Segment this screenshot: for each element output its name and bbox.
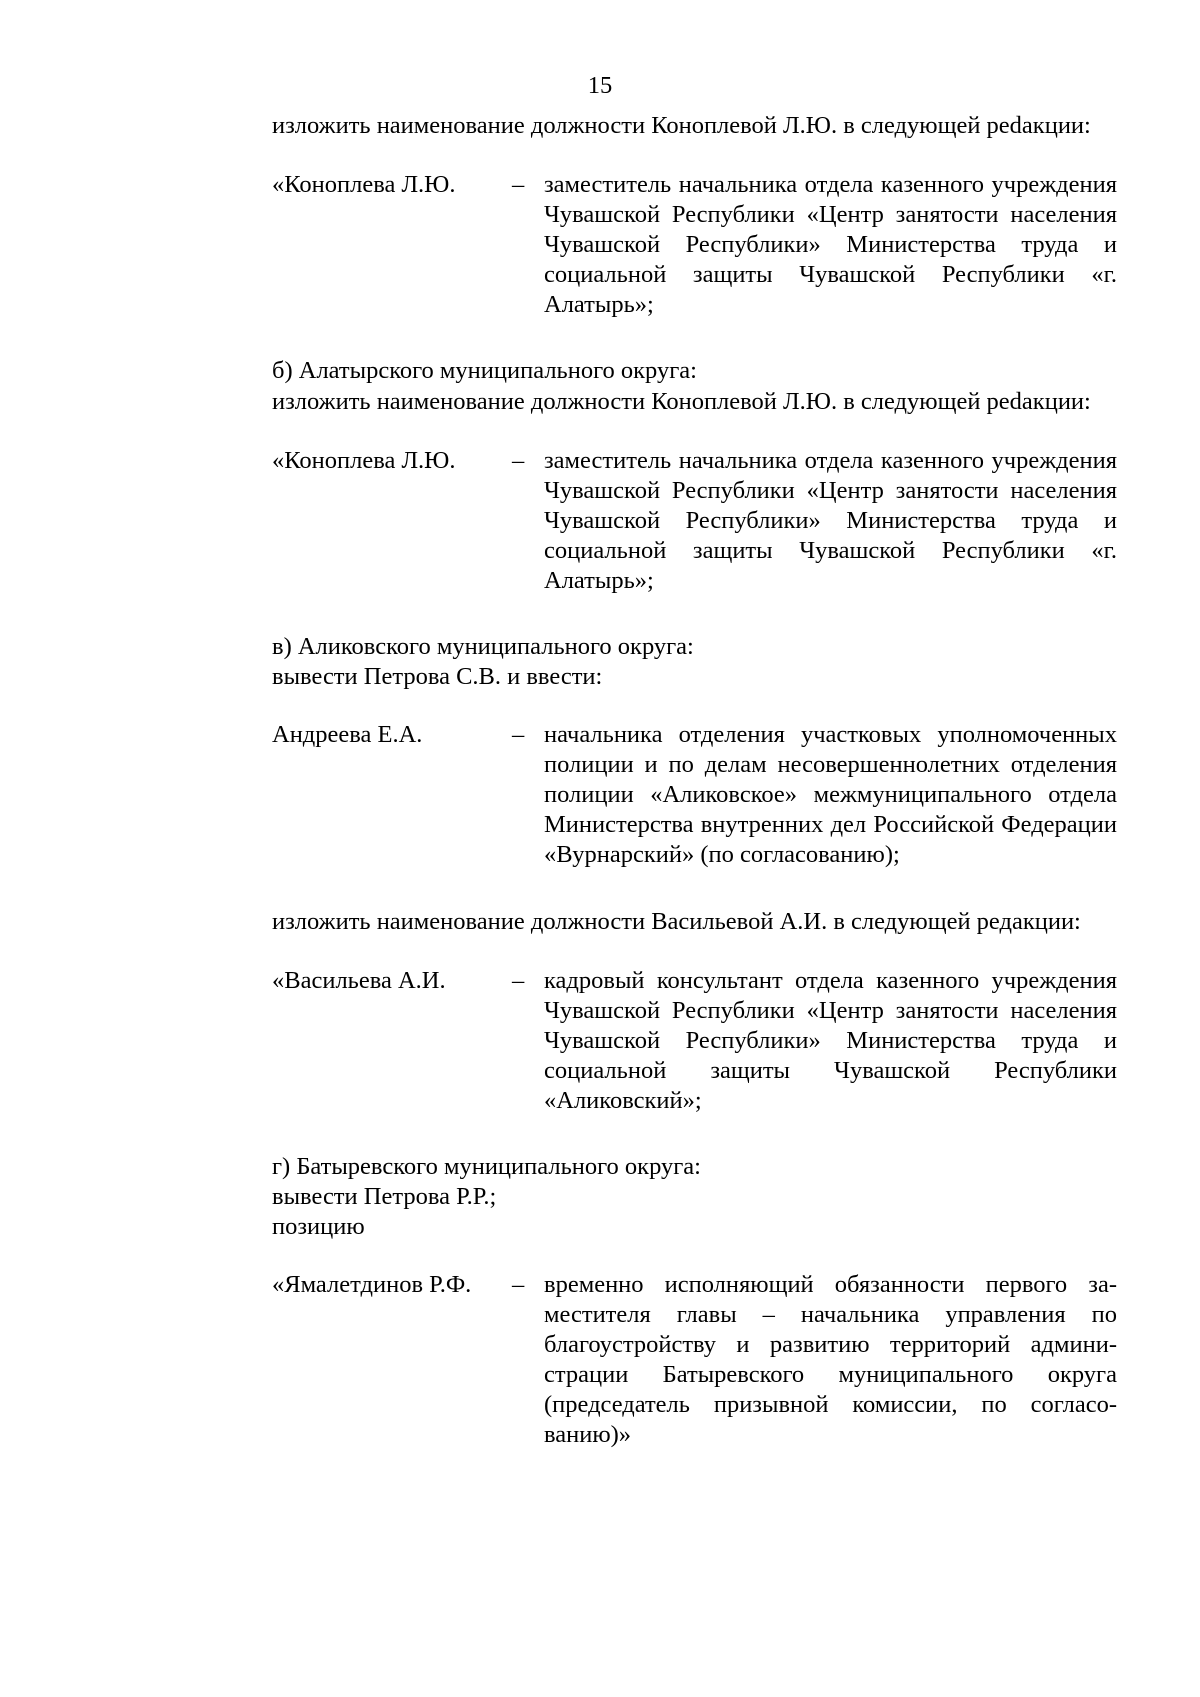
- instruction-position: позицию: [272, 1213, 365, 1240]
- entry-name: «Ямалетдинов Р.Ф.: [272, 1271, 472, 1298]
- entry-dash: –: [512, 1271, 525, 1298]
- page-number: 15: [587, 72, 613, 99]
- entry-name: Андреева Е.А.: [272, 721, 423, 748]
- entry-name: «Коноплева Л.Ю.: [272, 447, 456, 474]
- section-heading-batyrevo: г) Батыревского муниципального округа:: [272, 1153, 701, 1180]
- entry-andreeva: [272, 720, 1117, 870]
- paragraph-rename-konopleva: изложить наименование должности Коноплевой Л.Ю. в следующей реdакции:: [272, 112, 1091, 139]
- entry-description: временно исполняющий обязанности первого заместителя главы – начальника управления по благоустройству и развитию территорий администрации Батыревского муниципального округа (председатель призывной комиссии, по согласованию)»: [544, 1271, 1117, 1448]
- document-body: [188, 110, 1117, 1450]
- entry-name: «Васильева А.И.: [272, 967, 446, 994]
- instruction-remove-petrov-rr: вывести Петрова Р.Р.;: [272, 1183, 497, 1210]
- entry-konopleva: [272, 170, 1117, 320]
- section-heading-alikovo: в) Аликовского муниципального округа:: [272, 633, 694, 660]
- entry-vasilieva: [272, 966, 1117, 1116]
- entry-dash: –: [512, 721, 525, 748]
- entry-dash: –: [512, 171, 525, 198]
- entry-description: заместитель начальника отдела казенного учреждения Чувашской Республики «Центр занятости населения Чувашской Республики» Министерства труда и социальной защиты Чувашской Республики «г. Алатырь»;: [544, 447, 1117, 594]
- section-heading-alatyr: б) Алатырского муниципального округа:: [272, 357, 697, 384]
- entry-name: «Коноплева Л.Ю.: [272, 171, 456, 198]
- entry-dash: –: [512, 967, 525, 994]
- instruction-remove-petrov-sv: вывести Петрова С.В. и ввести:: [272, 663, 603, 690]
- entry-yamaletdinov: [272, 1270, 1117, 1450]
- entry-dash: –: [512, 447, 525, 474]
- entry-konopleva-2: [272, 446, 1117, 596]
- entry-description: кадровый консультант отдела казенного учреждения Чувашской Республики «Центр занятости населения Чувашской Республики» Министерства труда и социальной защиты Чувашской Республики «Аликовский»;: [544, 967, 1117, 1114]
- paragraph-rename-vasilieva: изложить наименование должности Васильевой А.И. в следующей редакции:: [272, 908, 1081, 935]
- paragraph-rename-konopleva-2: изложить наименование должности Коноплевой Л.Ю. в следующей реdакции:: [272, 388, 1091, 415]
- entry-description: начальника отделения участковых уполномоченных полиции и по делам несовершеннолетних отделения полиции «Аликовское» межмуниципального отдела Министерства внутренних дел Российской Федерации «Вурнарский» (по согласованию);: [544, 721, 1117, 868]
- entry-description: заместитель начальника отдела казенного учреждения Чувашской Республики «Центр занятости населения Чувашской Республики» Министерства труда и социальной защиты Чувашской Республики «г. Алатырь»;: [544, 171, 1117, 318]
